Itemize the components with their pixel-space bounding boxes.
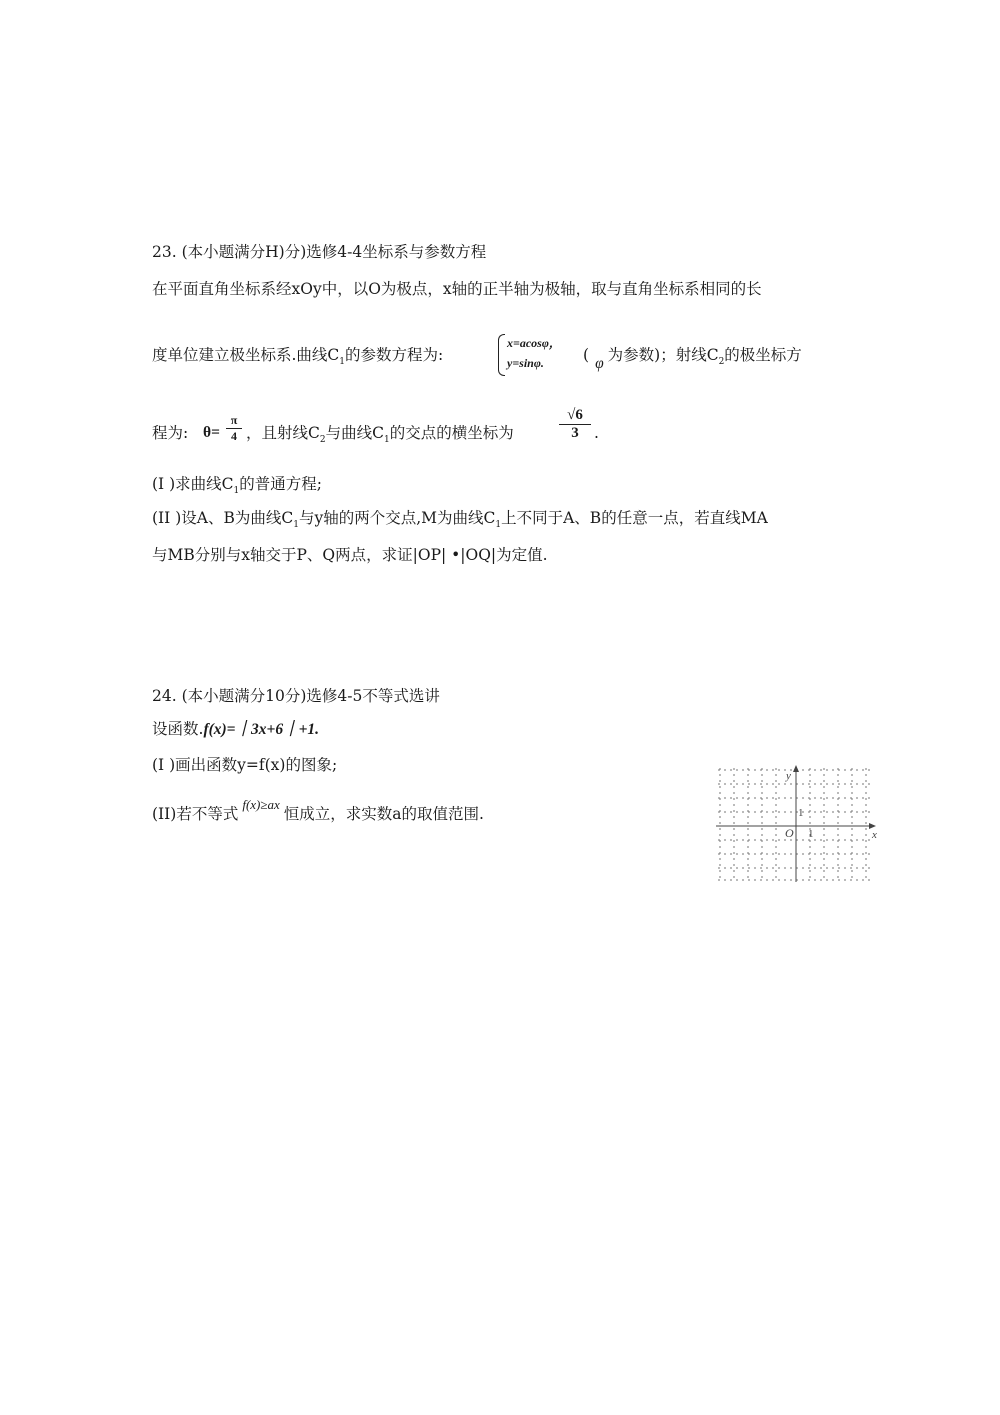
parametric-system bbox=[498, 334, 588, 376]
part2-c: 上不同于A、B的任意一点，若直线MA bbox=[501, 509, 768, 527]
function-expression: f(x)=｜3x+6｜+1. bbox=[203, 721, 320, 738]
c1-subscript: 1 bbox=[339, 357, 346, 368]
part2-sub2: 1 bbox=[495, 520, 502, 531]
system-row-2: y=sinφ. bbox=[507, 356, 544, 370]
y-tick-label: 1 bbox=[798, 807, 804, 819]
y-axis-label: y bbox=[786, 770, 791, 782]
q24-definition bbox=[152, 719, 319, 740]
abscissa-fraction bbox=[559, 407, 591, 442]
q23-line-1: 在平面直角坐标系经xOy中，以O为极点，x轴的正半轴为极轴，取与直角坐标系相同的长 bbox=[152, 280, 762, 298]
system-brace bbox=[498, 334, 505, 376]
q23-line2-text: 度单位建立极坐标系.曲线C bbox=[152, 346, 340, 364]
part2-a: (II )设A、B为曲线C bbox=[152, 509, 294, 527]
line3-pre: 程为: bbox=[152, 424, 189, 442]
x-axis-label: x bbox=[872, 829, 877, 841]
part2-post: 恒成立，求实数a的取值范围. bbox=[283, 805, 484, 823]
part2-b: 与y轴的两个交点,M为曲线C bbox=[298, 509, 496, 527]
fraction-denominator-3: 3 bbox=[571, 425, 579, 441]
q24-part-2 bbox=[152, 797, 484, 825]
param-tail: 的极坐标方 bbox=[724, 346, 802, 364]
grid-lines bbox=[718, 768, 872, 882]
sqrt6-numerator: √6 bbox=[559, 407, 591, 425]
line3-period: . bbox=[594, 424, 599, 442]
x-tick-label: 1 bbox=[808, 828, 814, 840]
line3-mid3: 的交点的横坐标为 bbox=[389, 424, 514, 442]
line3-mid: ，且射线C bbox=[246, 424, 320, 442]
system-row-1: x=acosφ， bbox=[507, 336, 561, 350]
q23-line-3-rest bbox=[246, 423, 514, 450]
q24-header: 24. (本小题满分10分)选修4-5不等式选讲 bbox=[152, 687, 440, 705]
q23-line2-mid: 的参数方程为: bbox=[345, 346, 444, 364]
def-pre: 设函数. bbox=[152, 720, 204, 738]
line3-mid2: 与曲线C bbox=[325, 424, 384, 442]
part2-pre: (II)若不等式 bbox=[152, 805, 239, 823]
param-text: 为参数)；射线C bbox=[607, 346, 719, 364]
inequality-expression: f(x)≥ax bbox=[242, 797, 280, 812]
q24-part-1: (I )画出函数y=f(x)的图象; bbox=[152, 756, 338, 774]
q23-part-1 bbox=[152, 474, 322, 501]
part1-post: 的普通方程; bbox=[239, 475, 322, 493]
part2-sub1: 1 bbox=[293, 520, 299, 531]
q23-header: 23. (本小题满分H)分)选修4-4坐标系与参数方程 bbox=[152, 243, 487, 261]
q23-line-2 bbox=[152, 345, 443, 372]
theta-denominator: 4 bbox=[231, 429, 237, 443]
y-axis-arrow bbox=[793, 765, 799, 772]
q23-param-note bbox=[583, 345, 802, 372]
c1-subscript-2: 1 bbox=[383, 435, 390, 446]
q23-line-3 bbox=[152, 423, 188, 443]
phi-symbol: φ bbox=[595, 355, 604, 372]
param-open-paren: ( bbox=[583, 346, 590, 364]
part1-pre: (I )求曲线C bbox=[152, 475, 234, 493]
theta-numerator: π bbox=[226, 413, 242, 429]
q23-part-2 bbox=[152, 508, 768, 535]
theta-fraction bbox=[226, 413, 242, 444]
part1-sub: 1 bbox=[233, 486, 240, 497]
coordinate-grid bbox=[712, 764, 882, 886]
c2-subscript-2: 2 bbox=[319, 435, 326, 446]
origin-label: O bbox=[785, 826, 794, 840]
c2-subscript: 2 bbox=[718, 357, 725, 368]
q23-part-2-line-2: 与MB分别与x轴交于P、Q两点，求证|OP| •|OQ|为定值. bbox=[152, 546, 548, 564]
theta-lhs: θ= bbox=[203, 424, 220, 441]
